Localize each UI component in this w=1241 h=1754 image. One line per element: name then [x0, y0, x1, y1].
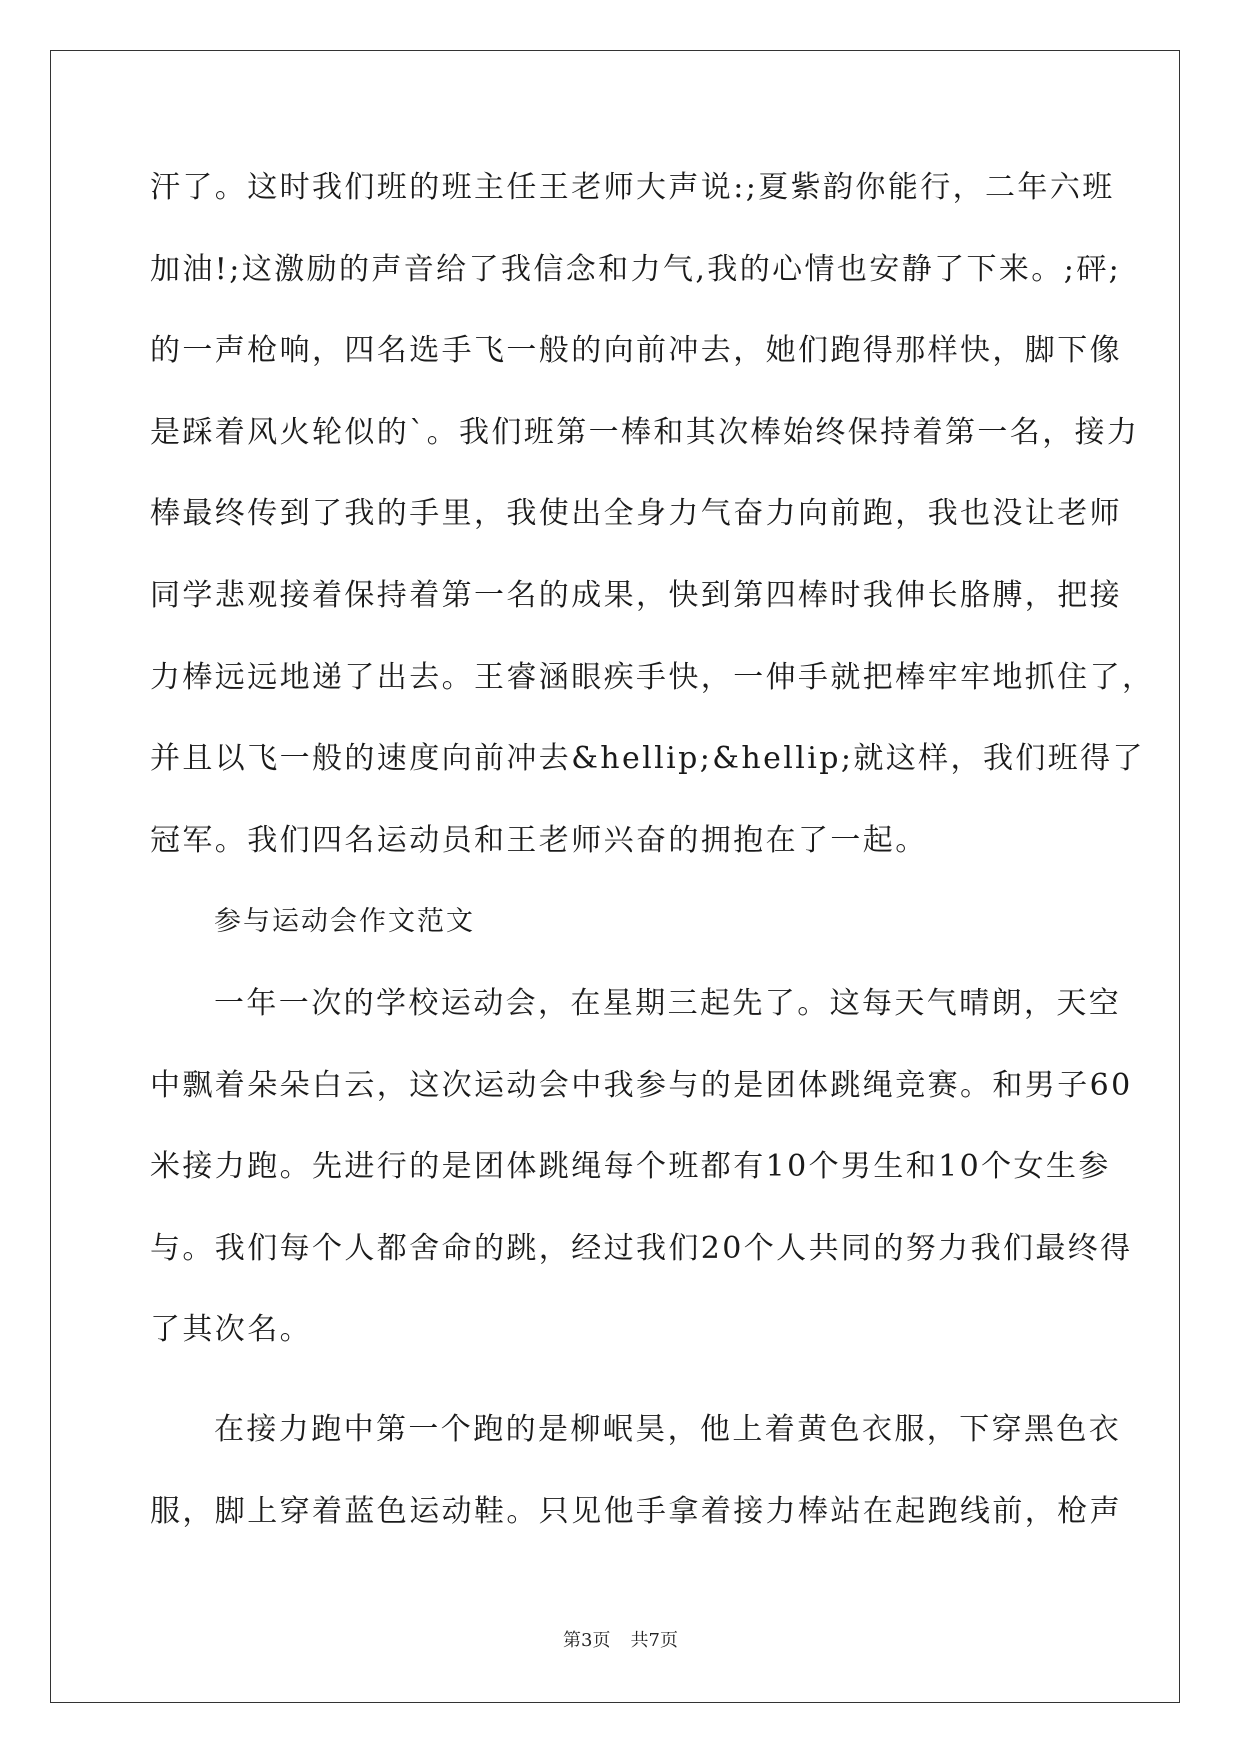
page-footer [0, 1626, 1241, 1652]
body-line-17: 服，脚上穿着蓝色运动鞋。只见他手拿着接力棒站在起跑线前，枪声 [150, 1493, 1122, 1529]
body-line-5: 棒最终传到了我的手里，我使出全身力气奋力向前跑，我也没让老师 [150, 496, 1122, 532]
body-line-11: 一年一次的学校运动会，在星期三起先了。这每天气晴朗，天空 [214, 985, 1122, 1021]
page-number: 第3页 [563, 1630, 611, 1651]
body-line-8: 并且以飞一般的速度向前冲去&hellip;&hellip;就这样，我们班得了 [150, 741, 1145, 777]
body-line-14: 与。我们每个人都舍命的跳，经过我们20个人共同的努力我们最终得 [150, 1230, 1133, 1266]
body-line-16: 在接力跑中第一个跑的是柳岷昊，他上着黄色衣服，下穿黑色衣 [214, 1411, 1122, 1447]
section-heading: 参与运动会作文范文 [214, 906, 475, 938]
body-line-7: 力棒远远地递了出去。王睿涵眼疾手快，一伸手就把棒牢牢地抓住了， [150, 659, 1155, 695]
body-line-1: 汗了。这时我们班的班主任王老师大声说:;夏紫韵你能行，二年六班 [150, 170, 1115, 205]
paragraph-gap [150, 1387, 1110, 1405]
body-line-2: 加油!;这激励的声音给了我信念和力气,我的心情也安静了下来。;砰; [150, 251, 1122, 287]
body-line-4: 是踩着风火轮似的`。我们班第一棒和其次棒始终保持着第一名，接力 [150, 414, 1140, 450]
body-line-6: 同学悲观接着保持着第一名的成果，快到第四棒时我伸长胳膊，把接 [150, 577, 1122, 613]
document-body [150, 163, 1155, 1568]
page-total: 共7页 [630, 1630, 678, 1651]
body-line-3: 的一声枪响，四名选手飞一般的向前冲去，她们跑得那样快，脚下像 [150, 333, 1122, 369]
body-line-13: 米接力跑。先进行的是团体跳绳每个班都有10个男生和10个女生参 [150, 1149, 1111, 1185]
body-line-9: 冠军。我们四名运动员和王老师兴奋的拥抱在了一起。 [150, 822, 928, 858]
body-line-12: 中飘着朵朵白云，这次运动会中我参与的是团体跳绳竞赛。和男子60 [150, 1067, 1133, 1103]
body-line-15: 了其次名。 [150, 1312, 312, 1348]
